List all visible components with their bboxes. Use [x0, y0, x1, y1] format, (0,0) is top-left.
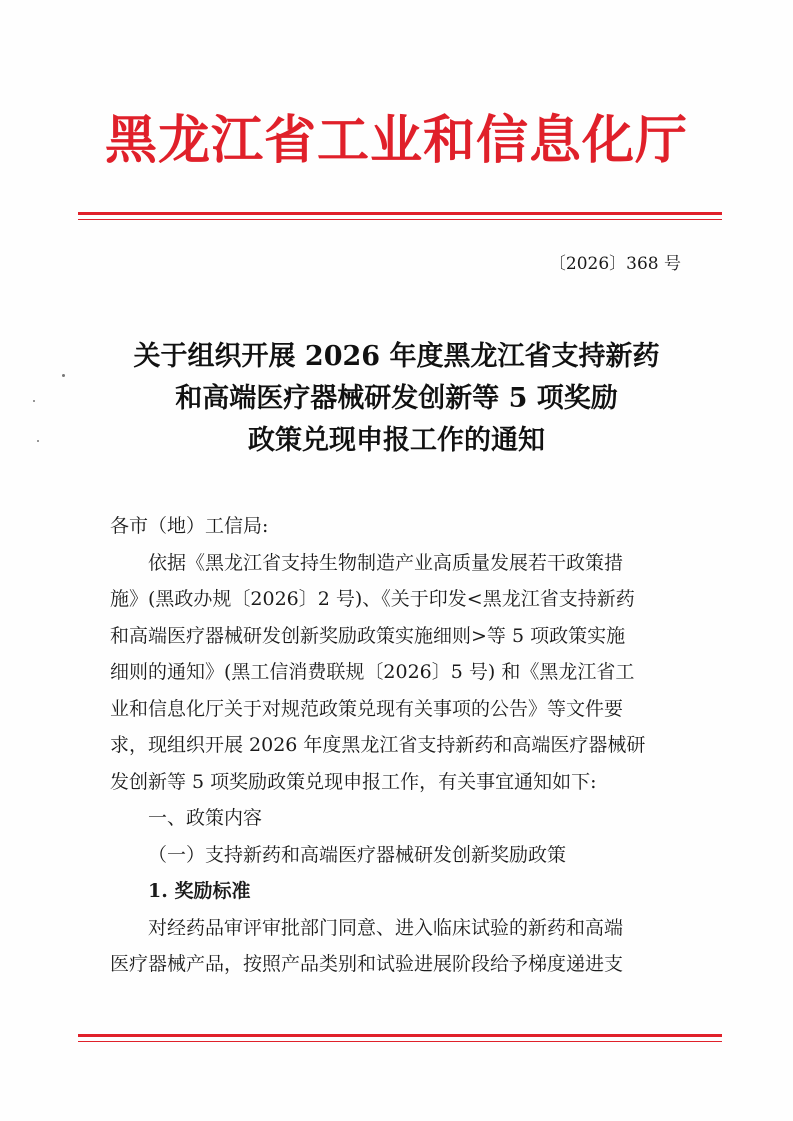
paragraph-line: 医疗器械产品，按照产品类别和试验进展阶段给予梯度递进支 [110, 953, 624, 975]
paragraph-2 [110, 910, 710, 983]
scan-speck [62, 374, 65, 377]
paragraph-line: 施》(黑政办规〔2026〕2 号)、《关于印发<黑龙江省支持新药 [110, 588, 635, 610]
footer-rule-top [78, 1034, 722, 1037]
item-heading: 1. 奖励标准 [148, 880, 251, 902]
section-heading: 一、政策内容 [148, 807, 263, 829]
scan-speck [33, 400, 35, 402]
title-line: 和高端医疗器械研发创新等 5 项奖励 [175, 383, 618, 414]
title-line: 关于组织开展 2026 年度黑龙江省支持新药 [133, 341, 660, 372]
scan-speck [37, 440, 39, 442]
paragraph-1 [110, 545, 710, 801]
paragraph-line: 业和信息化厅关于对规范政策兑现有关事项的公告》等文件要 [110, 697, 624, 720]
paragraph-line: 依据《黑龙江省支持生物制造产业高质量发展若干政策措 [148, 551, 624, 574]
paragraph-line: 求，现组织开展 2026 年度黑龙江省支持新药和高端医疗器械研 [110, 734, 646, 756]
paragraph-line: 对经药品审评审批部门同意、进入临床试验的新药和高端 [148, 916, 624, 939]
document-title [0, 336, 793, 462]
document-body [110, 508, 710, 983]
subsection-heading: （一）支持新药和高端医疗器械研发创新奖励政策 [148, 843, 567, 866]
letterhead-rule-top [78, 212, 722, 215]
document-number: 〔2026〕368 号 [548, 254, 681, 274]
footer-rule-bottom [78, 1041, 722, 1042]
salutation: 各市（地）工信局: [110, 515, 269, 537]
letterhead-org-name: 黑龙江省工业和信息化厅 [104, 110, 688, 171]
letterhead-rule-bottom [78, 219, 722, 220]
paragraph-line: 发创新等 5 项奖励政策兑现申报工作，有关事宜通知如下: [110, 770, 597, 793]
title-line: 政策兑现申报工作的通知 [248, 425, 545, 456]
paragraph-line: 细则的通知》(黑工信消费联规〔2026〕5 号) 和《黑龙江省工 [110, 661, 635, 683]
paragraph-line: 和高端医疗器械研发创新奖励政策实施细则>等 5 项政策实施 [110, 624, 626, 647]
